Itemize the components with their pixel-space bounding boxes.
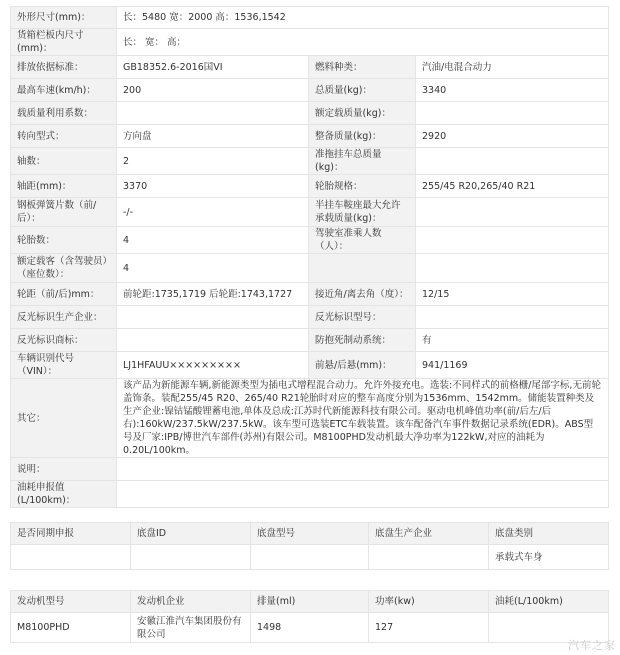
chassis-cell — [131, 545, 251, 570]
spec-label: 其它： — [11, 379, 117, 458]
chassis-row — [11, 545, 609, 570]
engine-cell: 127 — [369, 613, 489, 643]
chassis-column-header: 底盘型号 — [251, 523, 369, 545]
spec-row — [11, 283, 609, 306]
spec-row — [11, 198, 609, 227]
spec-value: 12/15 — [416, 283, 609, 306]
spec-value: LJ1HFAUU××××××××× — [117, 352, 309, 379]
spec-value: 长：5480 宽：2000 高：1536,1542 — [117, 7, 609, 29]
spec-label: 转向型式： — [11, 125, 117, 148]
spec-value — [416, 227, 609, 254]
spec-row — [11, 7, 609, 29]
spec-label: 车辆识别代号（VIN）： — [11, 352, 117, 379]
spec-value: -/- — [117, 198, 309, 227]
chassis-cell — [251, 545, 369, 570]
spec-row — [11, 306, 609, 329]
spec-label: 反光标识商标： — [11, 329, 117, 352]
spec-value: 该产品为新能源车辆,新能源类型为插电式增程混合动力。允许外接充电。选装:不同样式的前格栅/尾部字标,无前轮盖饰条。装配255/45 R20、265/40 R21轮胎时对应的整车高度分别为1536mm、1542mm。储能装置种类及生产企业:镍钴锰酸锂蓄电池,单体及总成:江苏时代新能源科技有限公司。驱动电机峰值功率(前/后左/后右):160kW/237.5kW/237.5kW。该车型可选装ETC车载装置。该车配备汽车事件数据记录系统(EDR)。ABS型号及厂家:IPB/博世汽车部件(苏州)有限公司。M8100PHD发动机最大净功率为122kW,对应的油耗为0.20L/100km。 — [117, 379, 609, 458]
spec-label: 额定载客（含驾驶员）（座位数）： — [11, 254, 117, 283]
spec-label: 轴数： — [11, 148, 117, 175]
engine-column-header: 发动机型号 — [11, 591, 131, 613]
spec-label: 钢板弹簧片数（前/后）： — [11, 198, 117, 227]
engine-cell: 1498 — [251, 613, 369, 643]
spec-value: 长： 宽： 高： — [117, 29, 609, 56]
spec-row — [11, 148, 609, 175]
spec-label: 驾驶室准乘人数（人）： — [309, 227, 416, 254]
spec-value: 200 — [117, 79, 309, 102]
spec-value: 3340 — [416, 79, 609, 102]
engine-column-header: 功率(kw) — [369, 591, 489, 613]
spec-row — [11, 481, 609, 508]
spec-row — [11, 125, 609, 148]
spec-label: 接近角/离去角（度）： — [309, 283, 416, 306]
spec-label: 防抱死制动系统： — [309, 329, 416, 352]
chassis-cell — [369, 545, 489, 570]
chassis-column-header: 是否同期申报 — [11, 523, 131, 545]
spec-value — [416, 254, 609, 283]
watermark-logo: 汽车之家 — [568, 639, 616, 652]
chassis-column-header: 底盘类别 — [489, 523, 609, 545]
spec-row — [11, 29, 609, 56]
spec-label: 轮距（前/后)mm： — [11, 283, 117, 306]
spec-row — [11, 329, 609, 352]
engine-column-header: 发动机企业 — [131, 591, 251, 613]
spec-value — [117, 458, 609, 481]
spec-value: 有 — [416, 329, 609, 352]
spec-value — [416, 102, 609, 125]
spec-value — [416, 148, 609, 175]
spec-row — [11, 102, 609, 125]
spec-label: 反光标识型号： — [309, 306, 416, 329]
spec-label: 说明： — [11, 458, 117, 481]
spec-label: 轴距(mm)： — [11, 175, 117, 198]
spec-value — [416, 306, 609, 329]
spec-label: 载质量利用系数： — [11, 102, 117, 125]
spec-label: 货箱栏板内尺寸(mm)： — [11, 29, 117, 56]
spec-label: 额定载质量(kg)： — [309, 102, 416, 125]
engine-cell: 安徽江淮汽车集团股份有限公司 — [131, 613, 251, 643]
spec-row — [11, 352, 609, 379]
spec-value — [416, 198, 609, 227]
spec-value: 前轮距:1735,1719 后轮距:1743,1727 — [117, 283, 309, 306]
spec-value: 255/45 R20,265/40 R21 — [416, 175, 609, 198]
spec-row — [11, 227, 609, 254]
spec-value: 方向盘 — [117, 125, 309, 148]
spec-label: 准拖挂车总质量(kg)： — [309, 148, 416, 175]
spec-row — [11, 379, 609, 458]
spec-label — [309, 254, 416, 283]
engine-column-header: 油耗(L/100km) — [489, 591, 609, 613]
spec-value: 2 — [117, 148, 309, 175]
spec-row — [11, 254, 609, 283]
engine-cell: M8100PHD — [11, 613, 131, 643]
spec-value: 2920 — [416, 125, 609, 148]
engine-row — [11, 613, 609, 643]
engine-header-row — [11, 591, 609, 613]
spec-value: 941/1169 — [416, 352, 609, 379]
spec-label: 最高车速(km/h)： — [11, 79, 117, 102]
spec-label: 半挂车鞍座最大允许承载质量(kg)： — [309, 198, 416, 227]
spec-value — [117, 306, 309, 329]
spec-value — [117, 329, 309, 352]
spec-value: 汽油/电混合动力 — [416, 56, 609, 79]
spec-value: GB18352.6-2016国VI — [117, 56, 309, 79]
spec-row — [11, 56, 609, 79]
spec-row — [11, 79, 609, 102]
spec-value: 4 — [117, 227, 309, 254]
engine-table — [10, 590, 609, 643]
spec-value — [117, 481, 609, 508]
chassis-column-header: 底盘ID — [131, 523, 251, 545]
spec-row — [11, 175, 609, 198]
chassis-cell — [11, 545, 131, 570]
spec-label: 油耗申报值(L/100km)： — [11, 481, 117, 508]
spec-label: 轮胎数： — [11, 227, 117, 254]
spec-value — [117, 102, 309, 125]
vehicle-spec-table — [10, 6, 609, 508]
engine-column-header: 排量(ml) — [251, 591, 369, 613]
chassis-table — [10, 522, 609, 570]
chassis-column-header: 底盘生产企业 — [369, 523, 489, 545]
spec-label: 外形尺寸(mm)： — [11, 7, 117, 29]
spec-value: 4 — [117, 254, 309, 283]
spec-row — [11, 458, 609, 481]
chassis-cell: 承载式车身 — [489, 545, 609, 570]
spec-value: 3370 — [117, 175, 309, 198]
chassis-header-row — [11, 523, 609, 545]
spec-label: 燃料种类： — [309, 56, 416, 79]
spec-label: 反光标识生产企业： — [11, 306, 117, 329]
spec-label: 整备质量(kg)： — [309, 125, 416, 148]
spec-label: 轮胎规格： — [309, 175, 416, 198]
spec-label: 排放依据标准： — [11, 56, 117, 79]
spec-label: 总质量(kg)： — [309, 79, 416, 102]
spec-label: 前悬/后悬(mm)： — [309, 352, 416, 379]
